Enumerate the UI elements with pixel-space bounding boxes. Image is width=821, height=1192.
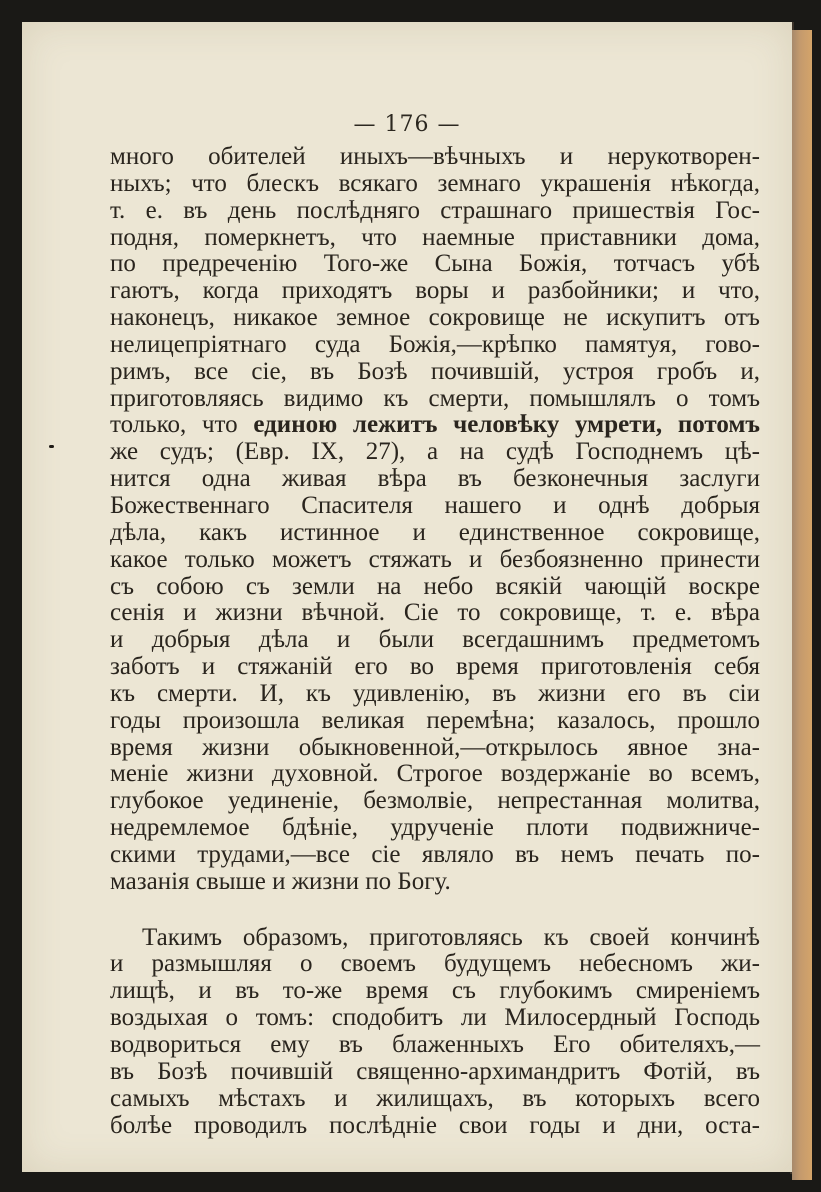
text-line: глубокое уединеніе, безмолвіе, непрестанная молитва,: [110, 787, 760, 815]
text-line: римъ, все сіе, въ Бозѣ почившій, устроя гробъ и,: [110, 357, 760, 385]
text-line: мазанія свыше и жизни по Богу.: [110, 867, 451, 895]
text-line: и размышляя о своемъ будущемъ небесномъ жи-: [110, 950, 760, 978]
text-line: Божественнаго Спасителя нашего и однѣ добрыя: [110, 491, 760, 519]
text-line: скими трудами,—все сіе являло въ немъ печать по-: [110, 840, 760, 868]
text-line: воздыхая о томъ: сподобитъ ли Милосердный Господь: [110, 1004, 760, 1032]
body-text: [110, 144, 760, 1139]
text-line: по предреченію Того-же Сына Божія, тотчасъ убѣ: [110, 250, 760, 278]
paragraph-gap: [110, 896, 760, 925]
text-line: болѣе проводилъ послѣдніе свои годы и дни, оста-: [110, 1111, 760, 1139]
text-line: гаютъ, когда приходятъ воры и разбойники; и что,: [110, 277, 760, 305]
text-line: подня, померкнетъ, что наемные приставники дома,: [110, 223, 760, 251]
text-line: наконецъ, никакое земное сокровище не искупитъ отъ: [110, 304, 760, 332]
text-line: какое только можетъ стяжать и безбоязненно принести: [110, 545, 760, 573]
text-line: годы произошла великая перемѣна; казалось, прошло: [110, 706, 760, 734]
text-line: нится одна живая вѣра въ безконечныя заслуги: [110, 465, 760, 493]
emphasized-quote: единою лежитъ человѣку умрети, потомъ: [253, 411, 760, 439]
text-line: недремлемое бдѣніе, удрученіе плоти подвижниче-: [110, 814, 760, 842]
text-line: лищѣ, и въ то-же время съ глубокимъ смиреніемъ: [110, 977, 760, 1005]
book-page: [22, 22, 792, 1172]
text-line: т. е. въ день послѣдняго страшнаго пришествія Гос-: [110, 196, 760, 224]
margin-mark: [49, 445, 54, 448]
text-line: въ Бозѣ почившій священно-архимандритъ Фотій, въ: [110, 1057, 760, 1085]
text-line: ныхъ; что блескъ всякаго земнаго украшенія нѣкогда,: [110, 169, 760, 197]
text-line: водвориться ему въ блаженныхъ Его обителяхъ,—: [110, 1031, 760, 1058]
text-line: же судъ; (Евр. IX, 27), а на судѣ Господнемъ цѣ-: [110, 438, 760, 466]
next-page-edge: [792, 30, 812, 1180]
text-line: приготовляясь видимо къ смерти, помышлялъ о томъ: [110, 384, 760, 412]
text-line: нелицепріятнаго суда Божія,—крѣпко памятуя, гово-: [110, 330, 760, 358]
text-line: и добрыя дѣла и были всегдашнимъ предметомъ: [110, 626, 760, 654]
text-line: Такимъ образомъ, приготовляясь къ своей кончинѣ: [142, 923, 760, 951]
text-line: много обителей иныхъ—вѣчныхъ и нерукотворен-: [110, 143, 760, 170]
page-number: — 176 —: [353, 112, 461, 137]
text-line-start: только, что: [110, 411, 238, 439]
text-line: сенія и жизни вѣчной. Сіе то сокровище, т. е. вѣра: [110, 599, 760, 627]
text-line: къ смерти. И, къ удивленію, въ жизни его въ сіи: [110, 679, 760, 707]
text-line: дѣла, какъ истинное и единственное сокровище,: [110, 518, 760, 546]
text-line: меніе жизни духовной. Строгое воздержаніе во всемъ,: [110, 760, 760, 788]
text-line: съ собою съ земли на небо всякій чающій воскре: [110, 572, 760, 600]
text-line: заботъ и стяжаній его во время приготовленія себя: [110, 653, 760, 681]
text-line: самыхъ мѣстахъ и жилищахъ, въ которыхъ всего: [110, 1084, 760, 1112]
text-line-with-emphasis: [110, 412, 760, 439]
text-line: время жизни обыкновенной,—открылось явное зна-: [110, 733, 760, 761]
